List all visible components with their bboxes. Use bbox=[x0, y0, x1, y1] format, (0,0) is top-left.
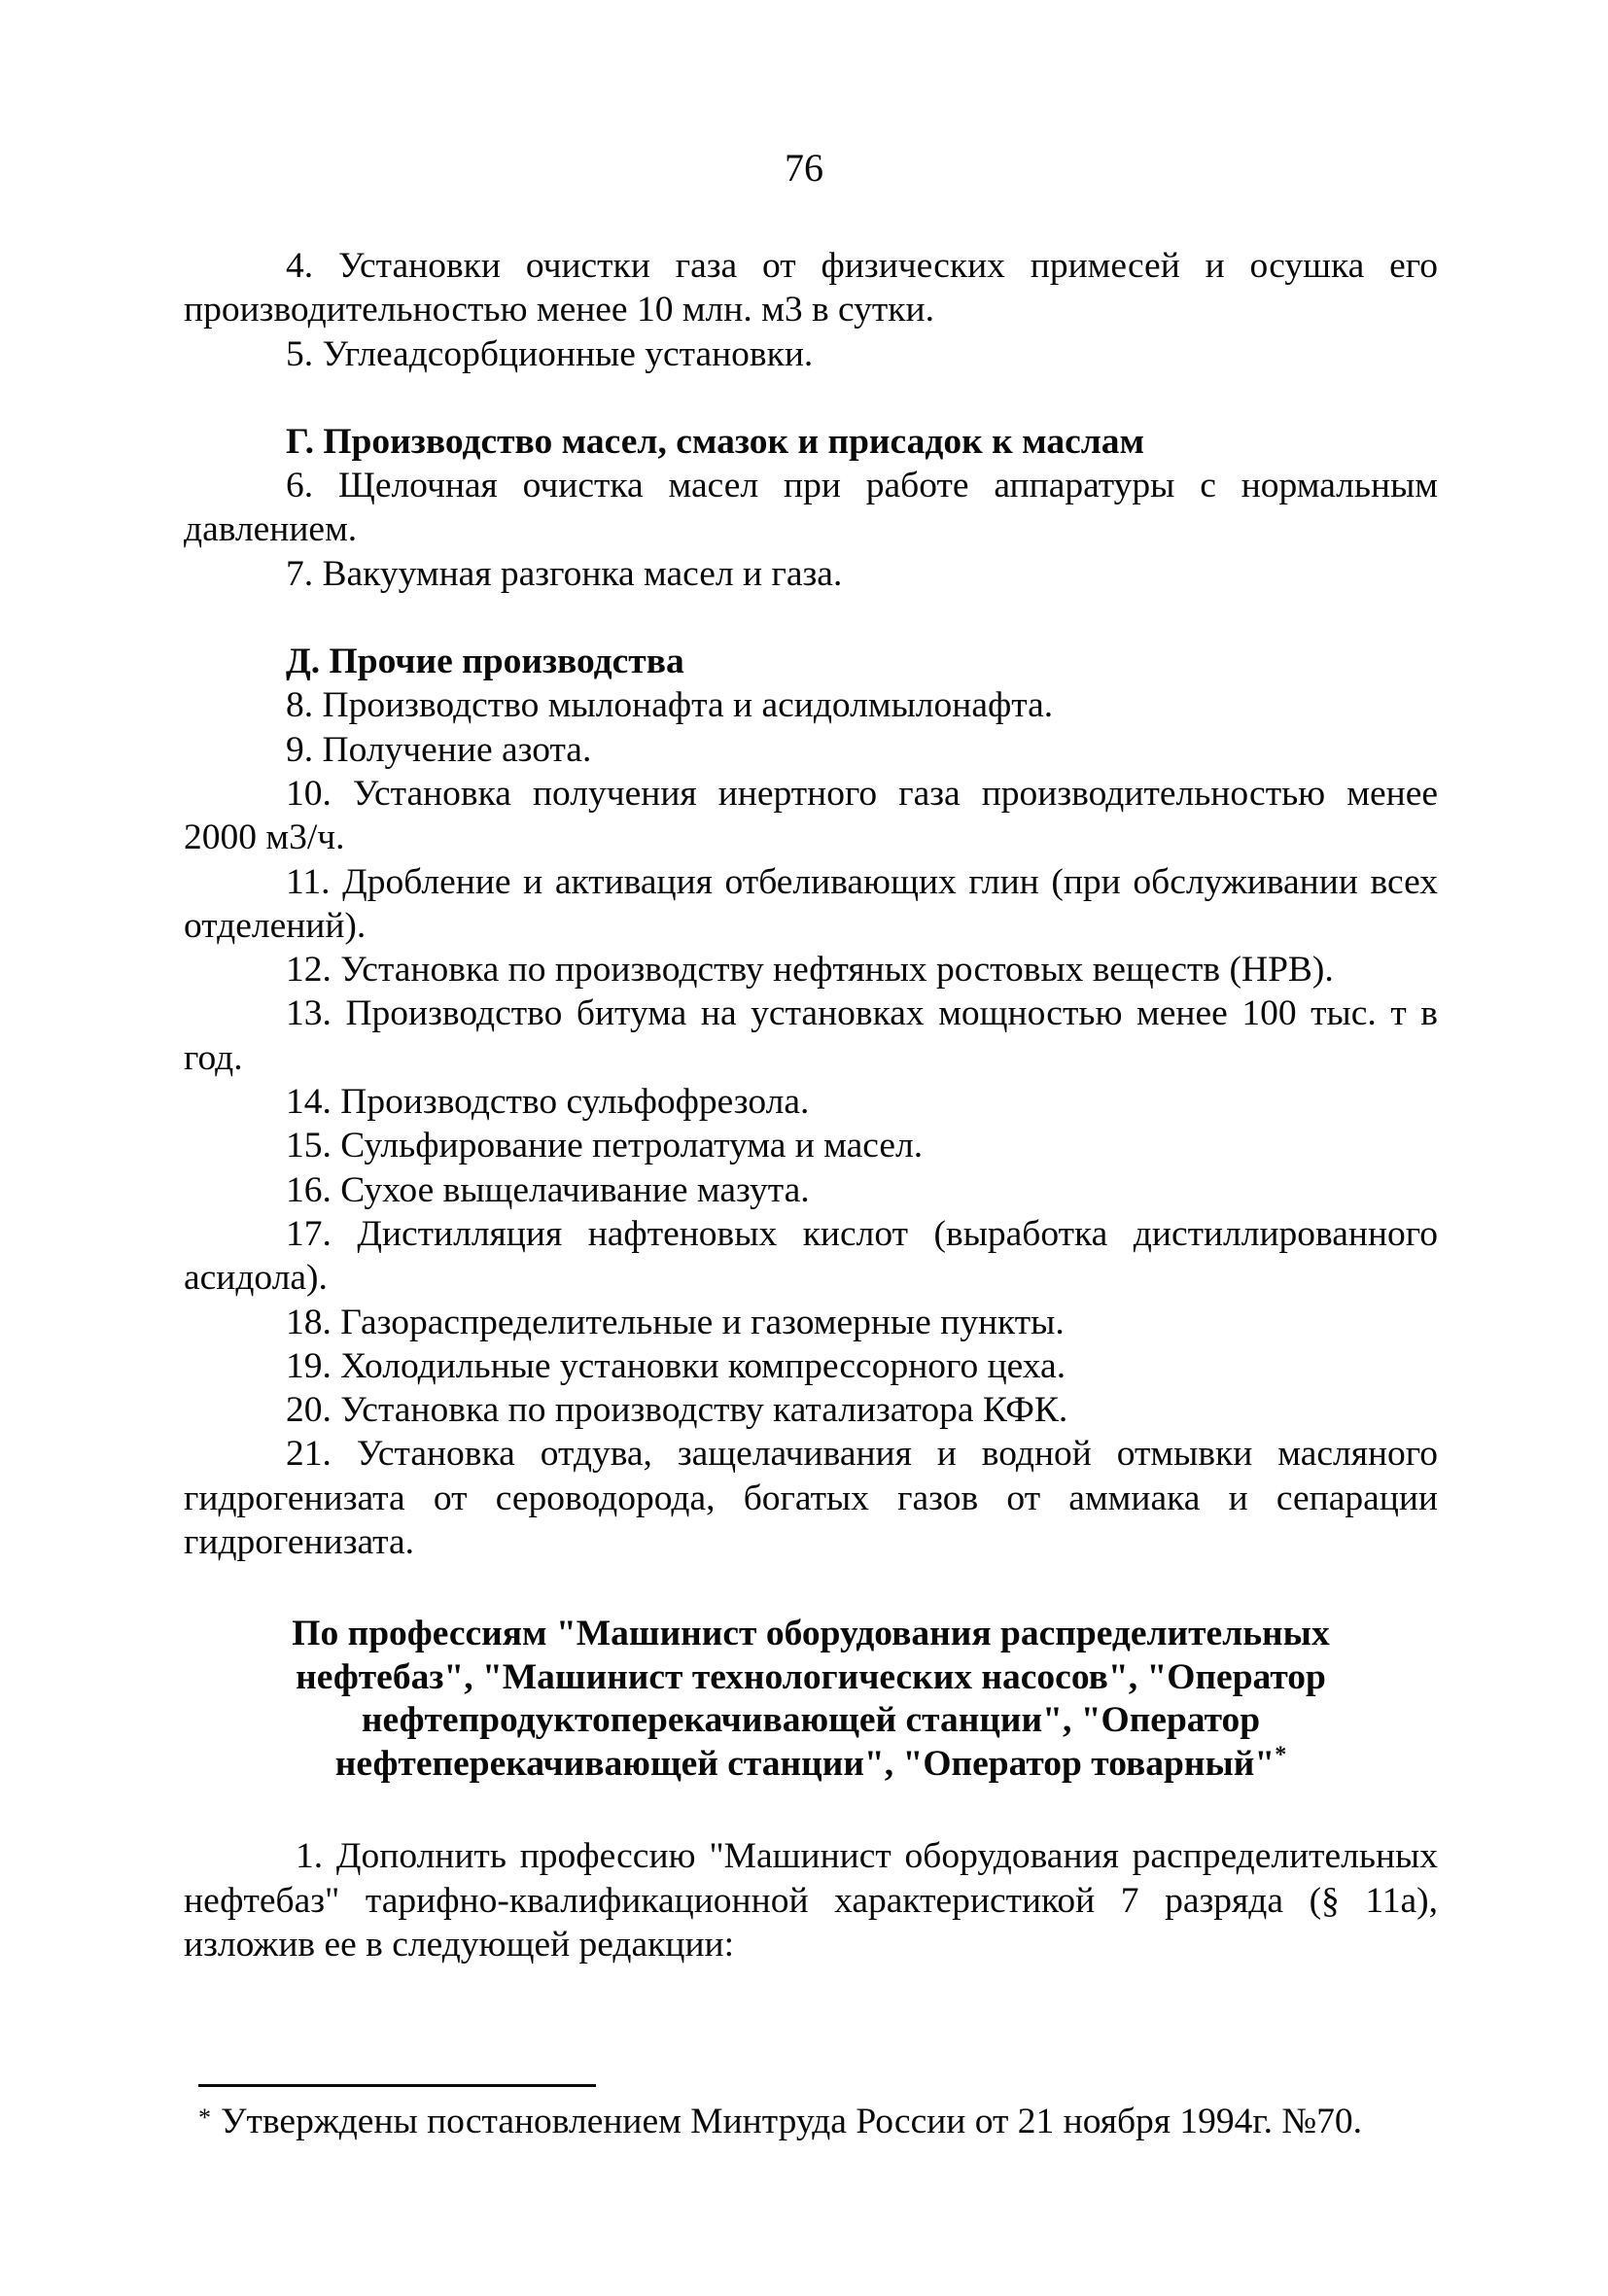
list-item: 5. Углеадсорбционные установки. bbox=[286, 333, 814, 374]
professions-heading bbox=[184, 1613, 1438, 1786]
intro-paragraph: 1. Дополнить профессию "Машинист оборудования распределительных нефтебаз" тарифно-квалификационной характеристикой 7 разряда (§ 11а), изложив ее в следующей редакции: bbox=[184, 1836, 1438, 1965]
footnote bbox=[198, 2100, 1462, 2144]
professions-heading-line: По профессиям "Машинист оборудования распределительных bbox=[292, 1614, 1330, 1654]
list-item: 8. Производство мылонафта и асидолмылонафта. bbox=[286, 685, 1054, 726]
list-item: 10. Установка получения инертного газа производительностью менее 2000 м3/ч. bbox=[184, 773, 1438, 858]
page-content bbox=[184, 244, 1438, 1966]
list-item: 18. Газораспределительные и газомерные пункты. bbox=[286, 1302, 1065, 1342]
list-item: 11. Дробление и активация отбеливающих глин (при обслуживании всех отделений). bbox=[184, 861, 1438, 946]
list-item: 16. Сухое выщелачивание мазута. bbox=[286, 1169, 810, 1210]
list-item: 6. Щелочная очистка масел при работе аппаратуры с нормальным давлением. bbox=[184, 466, 1438, 550]
list-item: 4. Установки очистки газа от физических примесей и осушка его производительностью менее 10 млн. м3 в сутки. bbox=[184, 246, 1438, 330]
list-item: 19. Холодильные установки компрессорного цеха. bbox=[286, 1345, 1066, 1386]
footnote-marker: * bbox=[198, 2104, 211, 2132]
professions-heading-line: нефтеперекачивающей станции", "Оператор товарный" bbox=[334, 1743, 1276, 1784]
list-item: 20. Установка по производству катализатора КФК. bbox=[286, 1390, 1068, 1431]
list-item: 9. Получение азота. bbox=[286, 729, 592, 770]
section-heading-g: Г. Производство масел, смазок и присадок к маслам bbox=[286, 421, 1145, 462]
list-item: 15. Сульфирование петролатума и масел. bbox=[286, 1126, 924, 1166]
professions-heading-line: нефтебаз", "Машинист технологических насосов", "Оператор bbox=[296, 1656, 1326, 1697]
list-item: 14. Производство сульфофрезола. bbox=[286, 1082, 810, 1123]
list-item: 21. Установка отдува, защелачивания и водной отмывки масляного гидрогенизата от сероводорода, богатых газов от аммиака и сепарации гидрогенизата. bbox=[184, 1434, 1438, 1563]
professions-heading-line: нефтепродуктоперекачивающей станции", "Оператор bbox=[361, 1700, 1261, 1741]
page-number: 76 bbox=[785, 146, 823, 190]
list-item: 13. Производство битума на установках мощностью менее 100 тыс. т в год. bbox=[184, 993, 1438, 1078]
professions-heading-line-last bbox=[184, 1743, 1438, 1787]
section-heading-d: Д. Прочие производства bbox=[286, 642, 684, 682]
list-item: 12. Установка по производству нефтяных ростовых веществ (НРВ). bbox=[286, 950, 1334, 991]
footnote-reference: * bbox=[1275, 1742, 1287, 1768]
list-item: 17. Дистилляция нафтеновых кислот (выработка дистиллированного асидола). bbox=[184, 1213, 1438, 1299]
list-item: 7. Вакуумная разгонка масел и газа. bbox=[286, 553, 843, 594]
footnote-divider bbox=[198, 2084, 596, 2087]
footnote-text: Утверждены постановлением Минтруда России от 21 ноября 1994г. №70. bbox=[221, 2102, 1362, 2141]
